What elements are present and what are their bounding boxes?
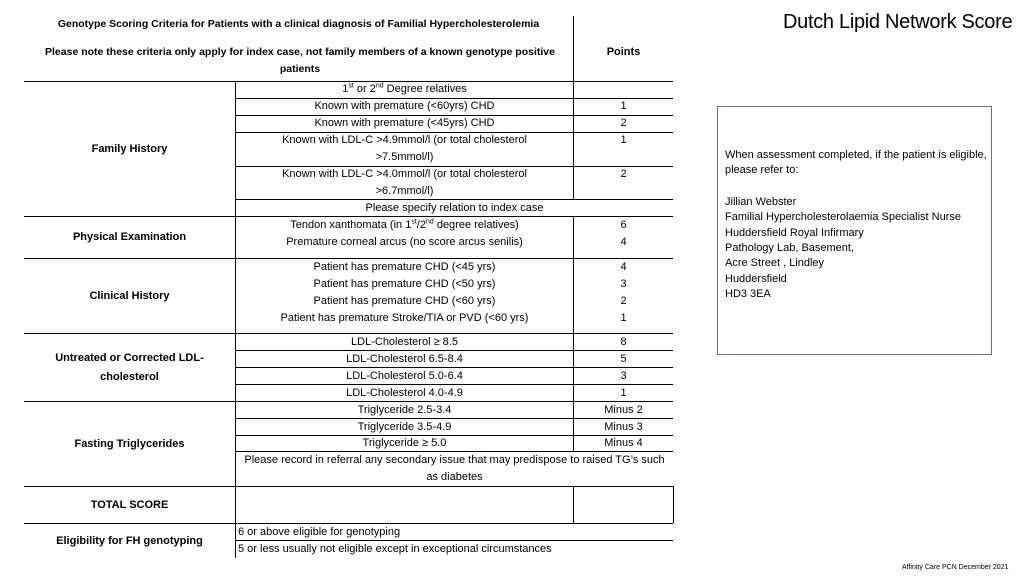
criterion-text: Tendon xanthomata (in 1st/2nd degree relatives) bbox=[290, 218, 519, 231]
fasting-triglycerides-label: Fasting Triglycerides bbox=[74, 437, 185, 450]
clinical-history-label: Clinical History bbox=[89, 289, 170, 302]
criterion-text: Patient has premature Stroke/TIA or PVD (<60 yrs) bbox=[280, 312, 529, 324]
criterion-text: Known with premature (<60yrs) CHD bbox=[314, 100, 495, 112]
referral-line: Familial Hypercholesterolaemia Specialist Nurse bbox=[725, 211, 961, 224]
referral-box bbox=[717, 106, 992, 355]
points-value: 4 bbox=[620, 236, 627, 248]
points-value: 2 bbox=[620, 168, 627, 180]
points-value: Minus 4 bbox=[604, 437, 643, 449]
criterion-text: LDL-Cholesterol 5.0-6.4 bbox=[346, 370, 463, 382]
referral-line: Pathology Lab, Basement, bbox=[725, 242, 855, 255]
family-history-label: Family History bbox=[91, 142, 168, 155]
points-value: 1 bbox=[620, 100, 627, 112]
triglyceride-note: Please record in referral any secondary issue that may predispose to raised TG’s such as diabetes bbox=[244, 454, 665, 483]
eligibility-text: 5 or less usually not eligible except in exceptional circumstances bbox=[238, 543, 552, 555]
total-score-points-cell[interactable] bbox=[574, 487, 673, 523]
referral-line: HD3 3EA bbox=[725, 288, 771, 301]
eligibility-label: Eligibility for FH genotyping bbox=[56, 534, 203, 547]
points-value: 6 bbox=[620, 219, 627, 231]
physical-examination-label: Physical Examination bbox=[72, 231, 187, 243]
points-value: 1 bbox=[620, 134, 627, 146]
criterion-text: Known with LDL-C >4.9mmol/l (or total cholesterol >7.5mmol/l) bbox=[282, 134, 527, 163]
criterion-text: Patient has premature CHD (<45 yrs) bbox=[313, 261, 496, 273]
table-divider bbox=[673, 486, 674, 523]
table-header-title: Genotype Scoring Criteria for Patients with a clinical diagnosis of Familial Hypercholesterolemia bbox=[57, 18, 540, 30]
criterion-text: Patient has premature CHD (<50 yrs) bbox=[313, 278, 496, 290]
criterion-text: Triglyceride 3.5-4.9 bbox=[357, 421, 452, 433]
points-value: 4 bbox=[620, 261, 627, 273]
criterion-text: Triglyceride 2.5-3.4 bbox=[357, 404, 452, 416]
criterion-text: LDL-Cholesterol 4.0-4.9 bbox=[346, 387, 463, 399]
criterion-text: LDL-Cholesterol 6.5-8.4 bbox=[346, 353, 463, 365]
criterion-text: Premature corneal arcus (no score arcus senilis) bbox=[286, 236, 523, 248]
points-header: Points bbox=[606, 46, 641, 58]
points-value: 1 bbox=[620, 387, 627, 399]
points-value: 1 bbox=[620, 312, 627, 324]
points-value: 3 bbox=[620, 278, 627, 290]
criterion-text: LDL-Cholesterol ≥ 8.5 bbox=[351, 336, 458, 348]
eligibility-text: 6 or above eligible for genotyping bbox=[238, 526, 401, 538]
points-value: 3 bbox=[620, 370, 627, 382]
referral-line: Huddersfield bbox=[725, 272, 787, 285]
relation-note: Please specify relation to index case bbox=[365, 202, 544, 214]
ldl-cholesterol-label: Untreated or Corrected LDL-cholesterol bbox=[55, 351, 204, 383]
referral-line: Acre Street , Lindley bbox=[725, 257, 825, 270]
criterion-text: Known with LDL-C >4.0mmol/l (or total cholesterol >6.7mmol/l) bbox=[282, 168, 527, 197]
criterion-text: Triglyceride ≥ 5.0 bbox=[362, 437, 447, 449]
points-value: Minus 3 bbox=[604, 421, 643, 433]
points-value: 8 bbox=[620, 336, 627, 348]
referral-line: Huddersfield Royal Infirmary bbox=[725, 226, 864, 239]
criterion-text: Patient has premature CHD (<60 yrs) bbox=[313, 295, 496, 307]
total-score-input-cell[interactable] bbox=[236, 487, 573, 523]
degree-relatives-subheader: 1st or 2nd Degree relatives bbox=[342, 82, 467, 95]
referral-intro: When assessment completed, if the patient is eligible, please refer to: bbox=[725, 149, 987, 177]
points-value: 2 bbox=[620, 295, 627, 307]
footer-credit: Affinity Care PCN December 2021 bbox=[902, 564, 1009, 571]
points-value: 2 bbox=[620, 117, 627, 129]
criterion-text: Known with premature (<45yrs) CHD bbox=[314, 117, 495, 129]
referral-line: Jillian Webster bbox=[725, 195, 797, 208]
page-title: Dutch Lipid Network Score bbox=[783, 11, 1013, 33]
total-score-label: TOTAL SCORE bbox=[90, 498, 169, 511]
points-value: 5 bbox=[620, 353, 627, 365]
table-header-note: Please note these criteria only apply for index case, not family members of a known genotype positive patients bbox=[45, 46, 555, 75]
points-value: Minus 2 bbox=[604, 404, 643, 416]
